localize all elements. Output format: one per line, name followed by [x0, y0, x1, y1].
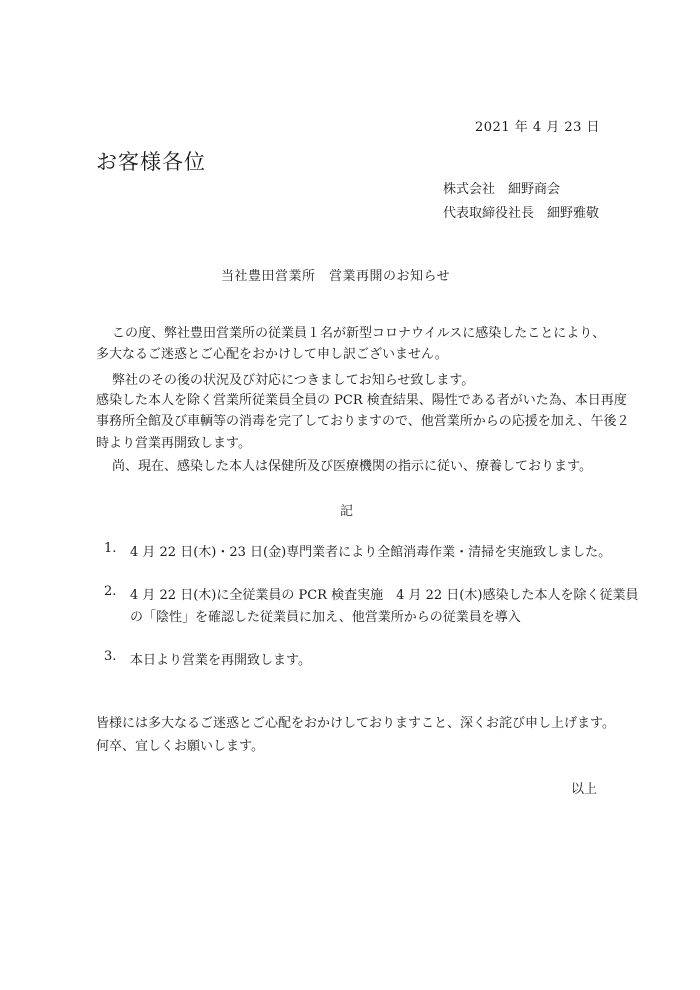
document-title: 当社豊田営業所 営業再開のお知らせ [221, 269, 451, 284]
list-item-text: 4 月 22 日(木)に全従業員の PCR 検査実施 4 月 22 日(木)感染した本人を除く従業員 [130, 588, 639, 603]
body-paragraph-3-line-1: 感染した本人を除く営業所従業員全員の PCR 検査結果、陽性である者がいた為、本日再度 [96, 393, 627, 408]
ki-heading: 記 [340, 504, 354, 519]
list-item-text: 4 月 22 日(木)・23 日(金)専門業者により全館消毒作業・清掃を実施致しました。 [130, 545, 612, 560]
body-paragraph-3-line-2: 事務所全館及び車輌等の消毒を完了しておりますので、他営業所からの応援を加え、午後２ [96, 414, 630, 429]
body-paragraph-2: 弊社のその後の状況及び対応につきましてお知らせ致します。 [112, 373, 475, 388]
body-paragraph-1-cont: 多大なるご迷惑とご心配をおかけして申し訳ございません。 [96, 347, 448, 362]
closing-line-2: 何卒、宜しくお願いします。 [96, 739, 264, 754]
body-paragraph-4: 尚、現在、感染した本人は保健所及び医療機関の指示に従い、療養しております。 [112, 459, 592, 474]
list-item-text: 本日より営業を再開致します。 [130, 653, 311, 668]
document-date: 2021 年 4 月 23 日 [475, 120, 601, 135]
list-item-number: 3. [104, 649, 117, 664]
list-item-number: 2. [104, 584, 117, 599]
closing-end-mark: 以上 [571, 782, 598, 797]
sender-representative: 代表取締役社長 細野雅敬 [443, 206, 600, 221]
closing-line-1: 皆様には多大なるご迷惑とご心配をおかけしておりますこと、深くお詫び申し上げます。 [96, 716, 615, 731]
body-paragraph-3-line-3: 時より営業再開致します。 [96, 436, 251, 451]
recipient-salutation: お客様各位 [96, 150, 206, 174]
sender-company: 株式会社 細野商会 [443, 182, 561, 197]
list-item-text-cont: の「陰性」を確認した従業員に加え、他営業所からの従業員を導入 [130, 610, 521, 625]
list-item-number: 1. [104, 541, 117, 556]
body-paragraph-1: この度、弊社豊田営業所の従業員１名が新型コロナウイルスに感染したことにより、 [112, 326, 606, 341]
